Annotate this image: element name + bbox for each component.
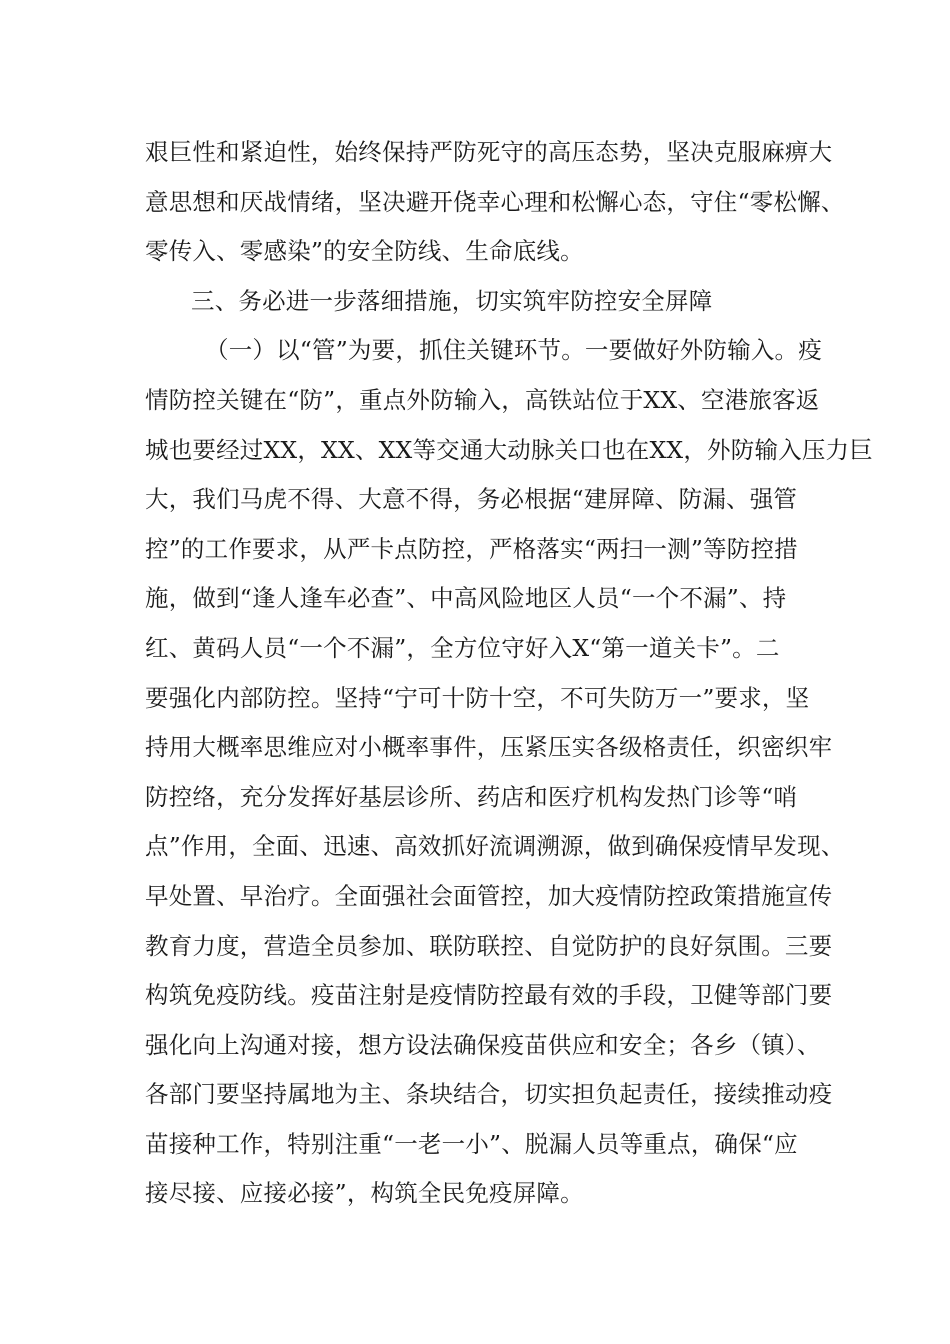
body-line: 接尽接、应接必接”，构筑全民免疫屏障。 — [145, 1179, 584, 1208]
body-line: 苗接种工作，特别注重“一老一小”、脱漏人员等重点，确保“应 — [145, 1129, 798, 1158]
body-line: 城也要经过XX，XX、XX等交通大动脉关口也在XX，外防输入压力巨 — [145, 435, 873, 464]
body-line: 零传入、零感染”的安全防线、生命底线。 — [145, 237, 584, 266]
body-line: 强化向上沟通对接，想方设法确保疫苗供应和安全；各乡（镇）、 — [145, 1030, 821, 1059]
body-line: 大，我们马虎不得、大意不得，务必根据“建屏障、防漏、强管 — [145, 485, 798, 514]
body-line: 艰巨性和紧迫性，始终保持严防死守的高压态势，坚决克服麻痹大 — [145, 138, 833, 166]
body-line: 教育力度，营造全员参加、联防联控、自觉防护的良好氛围。三要 — [145, 931, 833, 960]
body-line: 构筑免疫防线。疫苗注射是疫情防控最有效的手段，卫健等部门要 — [145, 981, 833, 1010]
body-line: 早处置、早治疗。全面强社会面管控，加大疫情防控政策措施宣传 — [145, 881, 833, 910]
section-heading: 三、务必进一步落细措施，切实筑牢防控安全屏障 — [191, 286, 713, 315]
body-line: 施，做到“逢人逢车必查”、中高风险地区人员“一个不漏”、持 — [145, 584, 787, 613]
body-line: 各部门要坚持属地为主、条块结合，切实担负起责任，接续推动疫 — [145, 1080, 833, 1109]
document-body — [145, 128, 873, 1219]
body-line: 红、黄码人员“一个不漏”，全方位守好入X“第一道关卡”。二 — [145, 633, 780, 662]
body-line: 持用大概率思维应对小概率事件，压紧压实各级格责任，织密织牢 — [145, 733, 833, 762]
body-line: 意思想和厌战情绪，坚决避开侥幸心理和松懈心态，守住“零松懈、 — [145, 187, 845, 216]
subsection-first-line: （一）以“管”为要，抓住关键环节。一要做好外防输入。疫 — [205, 336, 822, 365]
body-line: 控”的工作要求，从严卡点防控，严格落实“两扫一测”等防控措 — [145, 534, 798, 563]
body-line: 点”作用，全面、迅速、高效抓好流调溯源，做到确保疫情早发现、 — [145, 832, 845, 861]
body-line: 防控络，充分发挥好基层诊所、药店和医疗机构发热门诊等“哨 — [145, 782, 798, 811]
body-line: 情防控关键在“防”，重点外防输入，高铁站位于XX、空港旅客返 — [145, 385, 820, 414]
body-line: 要强化内部防控。坚持“宁可十防十空，不可失防万一”要求，坚 — [145, 683, 810, 712]
